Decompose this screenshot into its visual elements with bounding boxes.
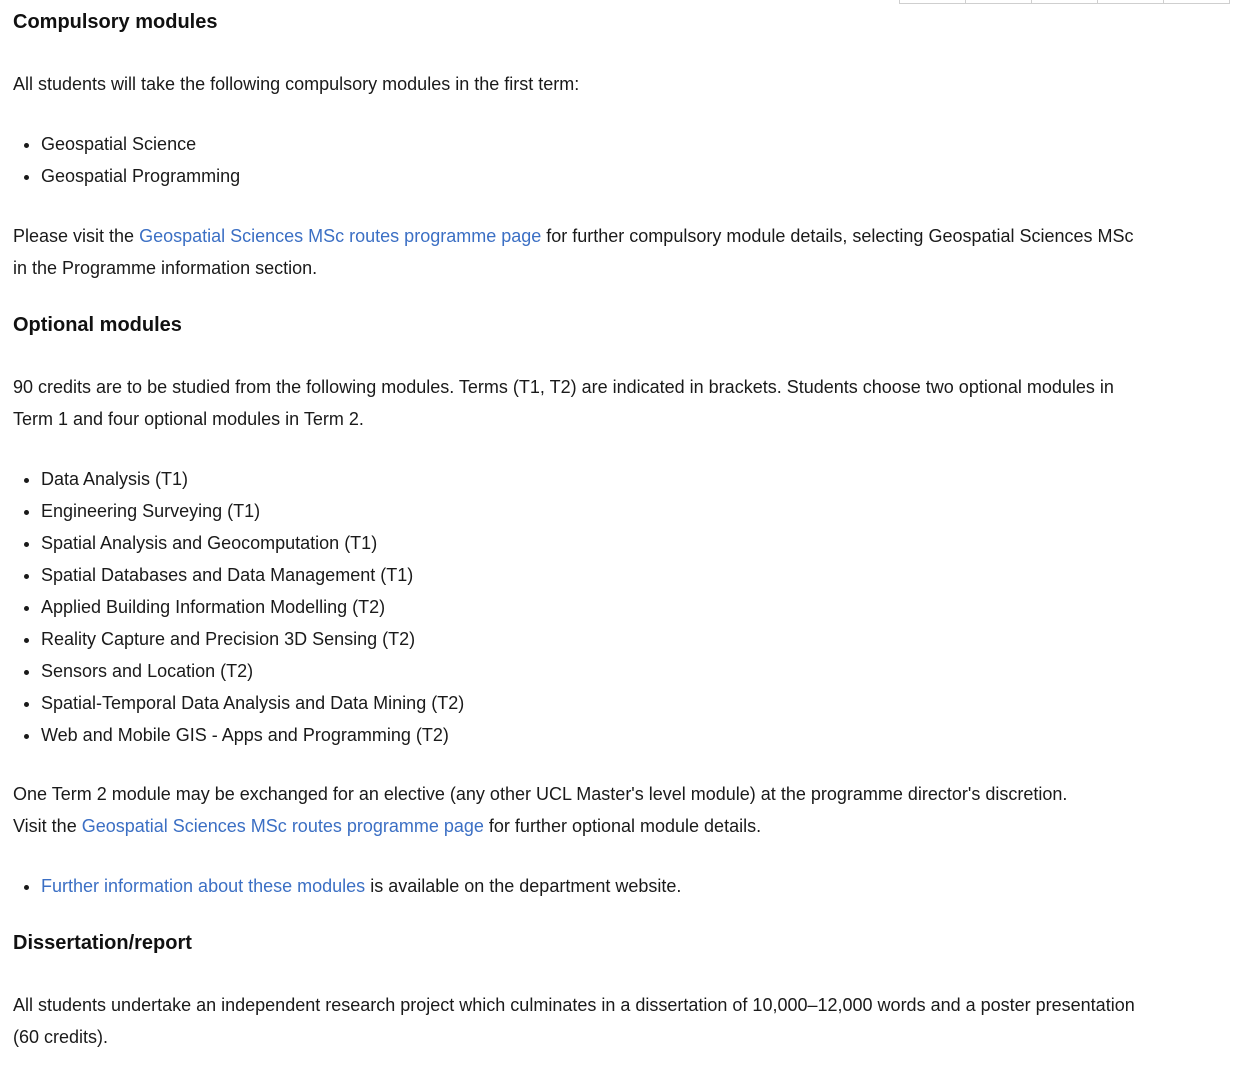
list-item: • Sensors and Location (T2)	[41, 655, 464, 687]
list-item: • Reality Capture and Precision 3D Sensing (T2)	[41, 623, 464, 655]
visit-suffix: for further compulsory module details, selecting Geospatial Sciences MSc	[541, 226, 1134, 246]
table-cell	[1032, 0, 1098, 3]
compulsory-modules-list	[13, 128, 240, 192]
visit-prefix: Please visit the	[13, 226, 140, 246]
visit-prefix: Visit the	[13, 816, 82, 836]
further-info-list	[13, 870, 681, 902]
list-item: • Web and Mobile GIS - Apps and Programming (T2)	[41, 719, 464, 751]
optional-intro-line1: 90 credits are to be studied from the following modules. Terms (T1, T2) are indicated in brackets. Students choose two optional modules in	[13, 377, 1114, 397]
list-item: • Spatial Databases and Data Management (T1)	[41, 559, 464, 591]
table-cell	[1164, 0, 1230, 3]
list-item: • Spatial-Temporal Data Analysis and Data Mining (T2)	[41, 687, 464, 719]
table-cell	[1098, 0, 1164, 3]
programme-page-link[interactable]: Geospatial Sciences MSc routes programme page	[81, 816, 484, 836]
further-info-link[interactable]: Further information about these modules	[41, 876, 366, 896]
dissertation-heading: Dissertation/report	[13, 932, 192, 954]
list-item: • Applied Building Information Modelling (T2)	[41, 591, 464, 623]
list-item: • Engineering Surveying (T1)	[41, 495, 464, 527]
table-edge-fragment	[899, 0, 1230, 4]
compulsory-visit-text	[13, 220, 1208, 284]
visit-suffix: for further optional module details.	[483, 816, 762, 836]
optional-modules-list	[13, 463, 464, 751]
further-info-suffix: is available on the department website.	[365, 876, 682, 896]
visit-suffix-line2: in the Programme information section.	[13, 258, 318, 278]
optional-intro-text	[13, 371, 1208, 435]
list-item	[41, 870, 681, 902]
dissertation-line2: (60 credits).	[13, 1027, 109, 1047]
elective-text	[13, 778, 1208, 842]
dissertation-line1: All students undertake an independent research project which culminates in a dissertation of 10,000–12,000 words and a poster presentation	[13, 995, 1135, 1015]
compulsory-modules-heading: Compulsory modules	[13, 11, 218, 33]
table-cell	[966, 0, 1032, 3]
programme-page-link[interactable]: Geospatial Sciences MSc routes programme page	[139, 226, 542, 246]
dissertation-text	[13, 989, 1208, 1053]
list-item: • Spatial Analysis and Geocomputation (T1)	[41, 527, 464, 559]
table-cell	[900, 0, 966, 3]
elective-line1: One Term 2 module may be exchanged for an elective (any other UCL Master's level module) at the programme director's discretion.	[13, 784, 1068, 804]
compulsory-intro-text: All students will take the following compulsory modules in the first term:	[13, 74, 580, 94]
optional-modules-heading: Optional modules	[13, 314, 182, 336]
list-item: • Geospatial Programming	[41, 160, 240, 192]
list-item: • Geospatial Science	[41, 128, 240, 160]
optional-intro-line2: Term 1 and four optional modules in Term 2.	[13, 409, 364, 429]
list-item: • Data Analysis (T1)	[41, 463, 464, 495]
